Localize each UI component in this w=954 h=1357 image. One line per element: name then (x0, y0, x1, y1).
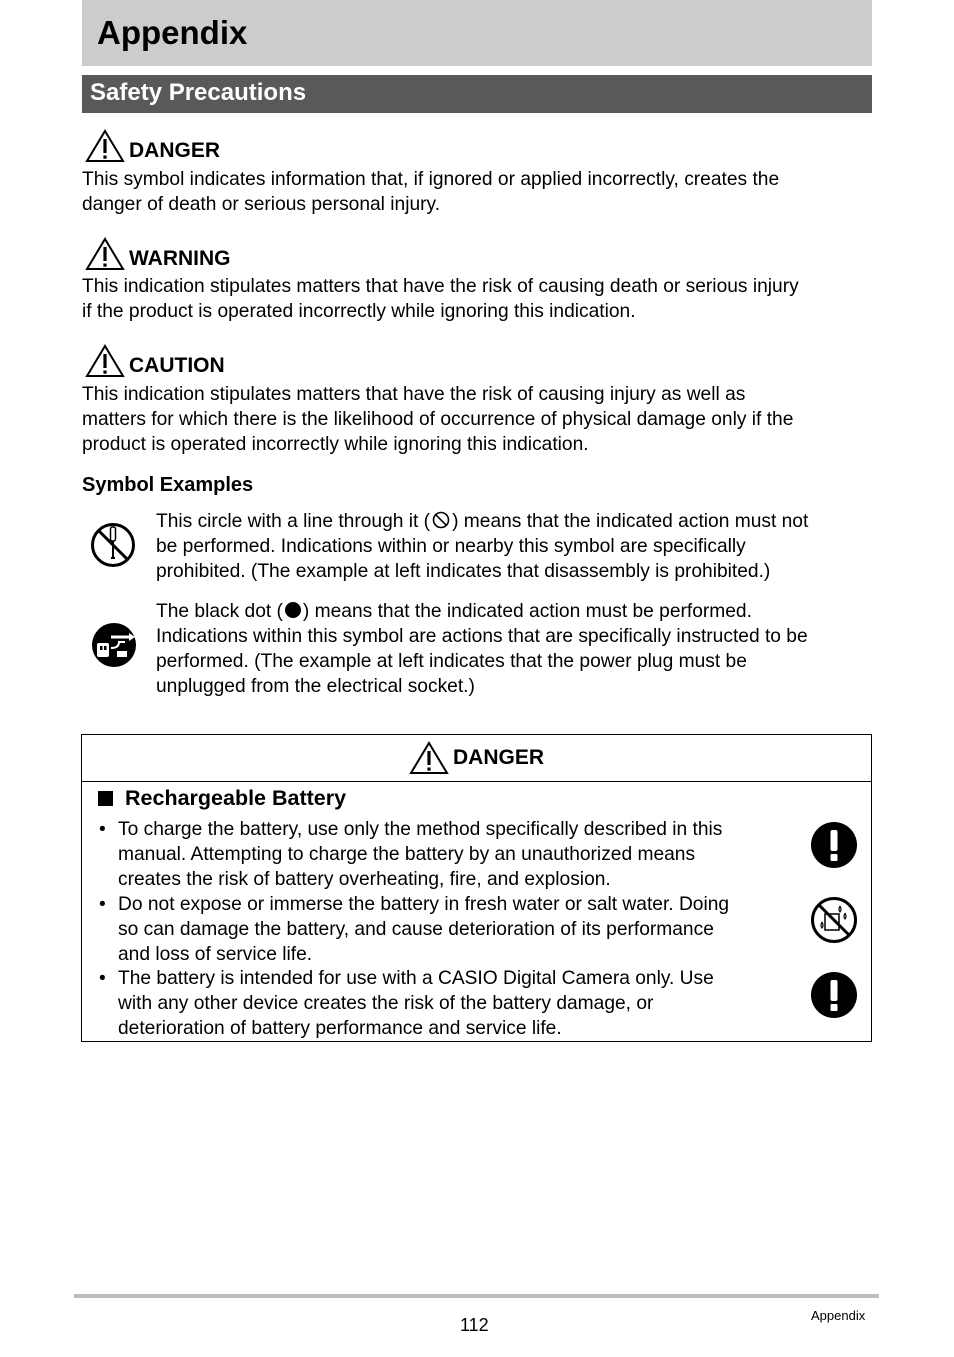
mandatory-symbol-description (156, 599, 808, 699)
battery-bullet-line: The battery is intended for use with a CASIO Digital Camera only. Use (118, 968, 714, 989)
battery-bullet-line: manual. Attempting to charge the battery by an unauthorized means (118, 844, 696, 865)
warning-heading (85, 237, 231, 271)
no-disassembly-icon (90, 522, 136, 568)
symbol-examples-title: Symbol Examples (82, 474, 254, 496)
prohibition-symbol-description (156, 509, 808, 584)
prohibition-desc-line (156, 509, 808, 534)
page-number: 112 (460, 1315, 489, 1335)
unplug-icon (91, 622, 137, 668)
warning-triangle-icon (85, 237, 125, 271)
battery-bullet-line: deterioration of battery performance and service life. (118, 1018, 562, 1039)
battery-subheading (98, 786, 346, 811)
prohibition-desc-line: be performed. Indications within or nearby this symbol are specifically (156, 536, 746, 557)
battery-bullet-line: and loss of service life. (118, 944, 313, 965)
chapter-title: Appendix (97, 14, 248, 51)
bullet-dot: • (99, 894, 106, 915)
prohibition-desc-part: ) means that the indicated action must not (452, 511, 809, 532)
warning-triangle-icon (85, 344, 125, 378)
warning-desc-line: if the product is operated incorrectly while ignoring this indication. (82, 301, 636, 322)
bullet-dot: • (99, 819, 106, 840)
mandatory-desc-line: performed. (The example at left indicates that the power plug must be (156, 651, 747, 672)
prohibition-desc-part: This circle with a line through it ( (156, 511, 431, 532)
mandatory-desc-line: unplugged from the electrical socket.) (156, 676, 475, 697)
mandatory-desc-part: The black dot ( (156, 601, 283, 622)
footer-rule (74, 1294, 879, 1298)
danger-description (82, 167, 779, 217)
black-dot-icon (283, 601, 303, 619)
mandatory-desc-line (156, 599, 808, 624)
danger-desc-line: danger of death or serious personal injury. (82, 194, 441, 215)
caution-heading (85, 344, 225, 378)
battery-subheading-text: Rechargeable Battery (125, 786, 347, 810)
warning-label: WARNING (129, 247, 231, 270)
mandatory-action-icon (810, 821, 858, 869)
square-bullet-icon (98, 791, 113, 806)
prohibition-desc-line: prohibited. (The example at left indicates that disassembly is prohibited.) (156, 561, 771, 582)
caution-desc-line: This indication stipulates matters that have the risk of causing injury as well as (82, 384, 746, 405)
danger-box (81, 734, 872, 1042)
warning-triangle-icon (409, 741, 449, 775)
caution-label: CAUTION (129, 354, 225, 377)
prohibition-circle-icon (430, 511, 452, 529)
section-title: Safety Precautions (90, 79, 307, 106)
battery-bullet (118, 892, 729, 967)
battery-bullet-line: with any other device creates the risk of the battery damage, or (118, 993, 654, 1014)
danger-heading (85, 129, 220, 163)
mandatory-desc-line: Indications within this symbol are actions that are specifically instructed to be (156, 626, 808, 647)
no-water-icon (810, 896, 858, 944)
caution-desc-line: product is operated incorrectly while ignoring this indication. (82, 434, 589, 455)
mandatory-desc-part: ) means that the indicated action must be performed. (302, 601, 752, 622)
caution-desc-line: matters for which there is the likelihood of occurrence of physical damage only if the (82, 409, 794, 430)
battery-bullet-line: Do not expose or immerse the battery in fresh water or salt water. Doing (118, 894, 730, 915)
bullet-dot: • (99, 968, 106, 989)
battery-bullet (118, 817, 722, 892)
warning-description (82, 274, 799, 324)
footer-section-label: Appendix (811, 1308, 866, 1323)
danger-desc-line: This symbol indicates information that, if ignored or applied incorrectly, creates the (82, 169, 780, 190)
battery-bullet-line: creates the risk of battery overheating, fire, and explosion. (118, 869, 611, 890)
mandatory-action-icon (810, 971, 858, 1019)
battery-bullet (118, 966, 714, 1041)
danger-box-header (82, 735, 871, 782)
warning-triangle-icon (85, 129, 125, 163)
warning-desc-line: This indication stipulates matters that have the risk of causing death or serious injury (82, 276, 799, 297)
danger-box-label: DANGER (452, 746, 544, 769)
caution-description (82, 382, 793, 457)
battery-bullet-line: To charge the battery, use only the method specifically described in this (118, 819, 723, 840)
battery-bullet-line: so can damage the battery, and cause deterioration of its performance (118, 919, 714, 940)
danger-label: DANGER (129, 139, 221, 162)
